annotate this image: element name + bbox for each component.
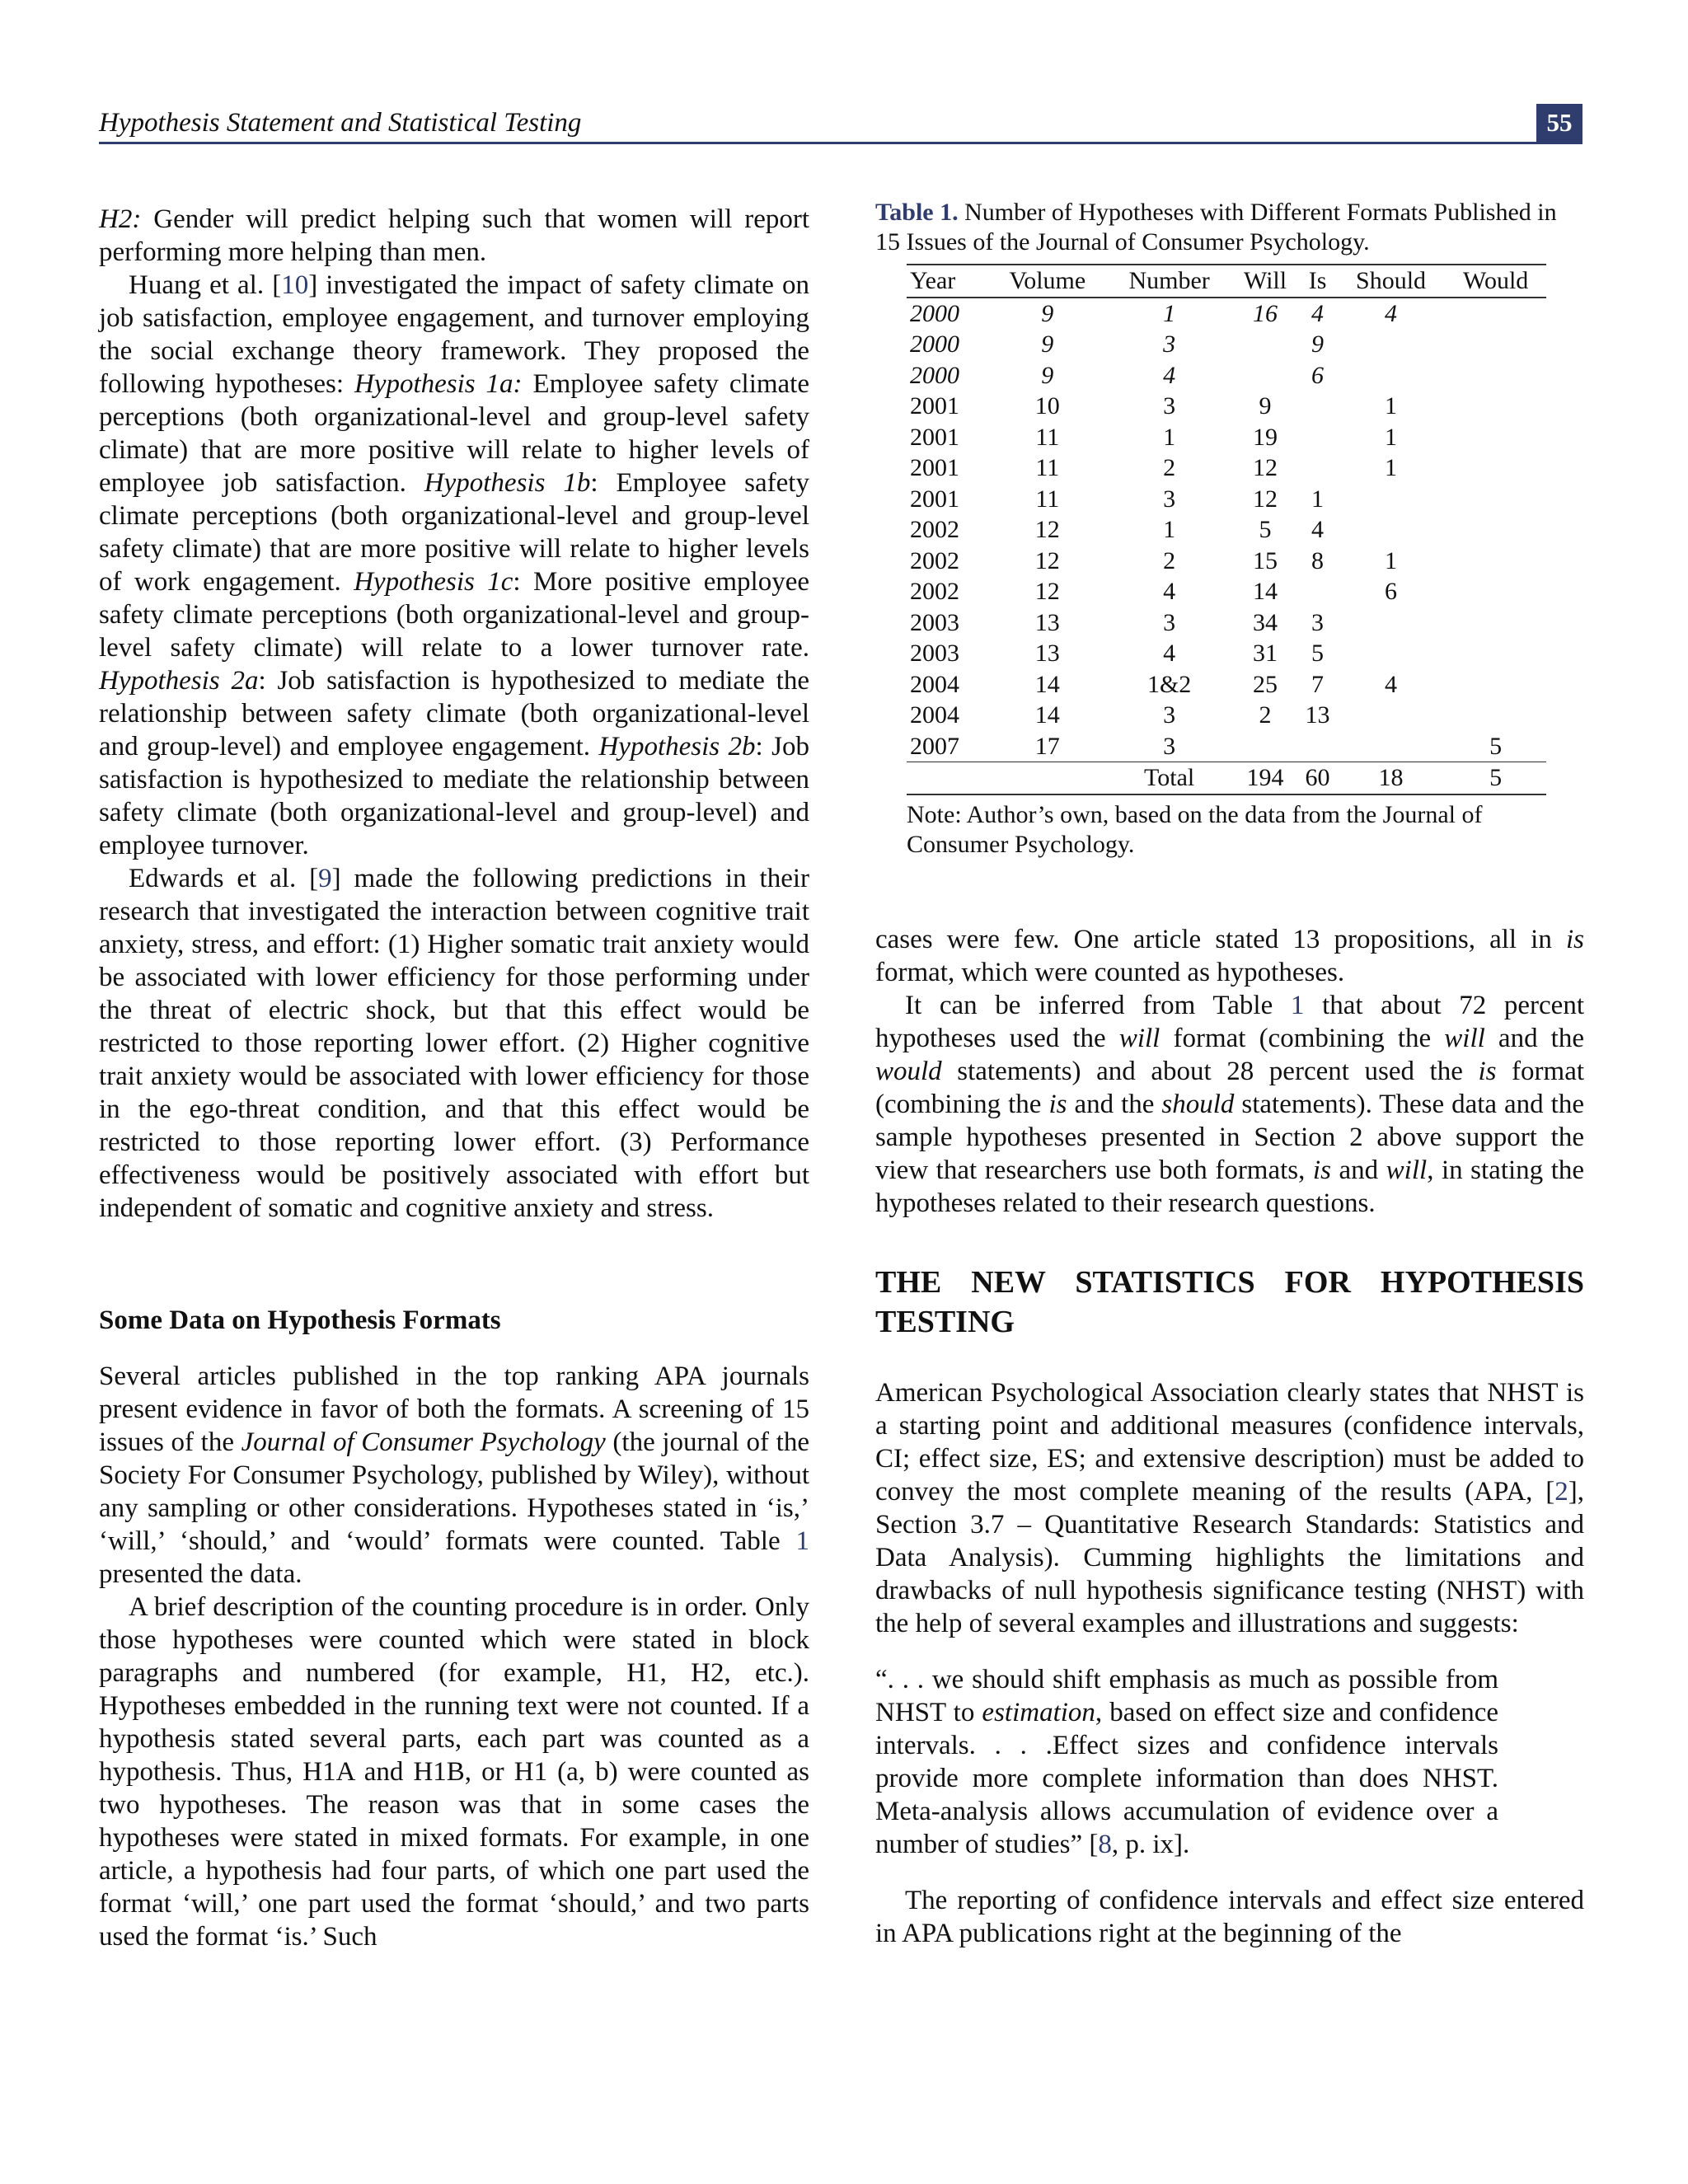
table-cell: 4 [1163,640,1176,667]
table-row [907,669,1546,701]
table-note: Note: Author’s own, based on the data from the Journal of Consumer Psychology. [907,800,1483,858]
left-column [99,203,809,1953]
table-cell: 1 [1163,423,1176,451]
table-cell: 9 [1041,299,1054,327]
table-reference-link[interactable]: 1 [1290,991,1305,1020]
table-cell [1298,576,1336,607]
table-cell [1445,576,1546,607]
paragraph-apa: American Psychological Association clearly states that NHST is a starting point and additional measures (confidence intervals, CI; effect size, ES; and extensive description) must be added to convey the most complete meaning of the results (APA, [2], Section 3.7 – Quantitative Research Standards: Statistics and Data Analysis). Cumming highlights the limitations and drawbacks of null hypothesis significance testing (NHST) with the help of several examples and illustrations and suggests: [875,1378,1584,1638]
block-quote: “. . . we should shift emphasis as much as possible from NHST to estimation, based on effect size and confidence intervals. . . .Effect sizes and confidence intervals provide more complete information than does NHST. Meta-analysis allows accumulation of evidence over a number of studies” [8, p. ix]. [875,1665,1499,1859]
table-cell [1337,514,1446,546]
table-cell: 1&2 [1146,670,1192,698]
citation-link[interactable]: 2 [1554,1477,1568,1507]
column-header: Number [1107,265,1232,298]
table-row [907,514,1546,546]
table-cell: 4 [1385,299,1398,327]
table-cell: 5 [1311,640,1325,667]
right-column [875,923,1584,1950]
table-row [907,546,1546,577]
table-label: Table 1. [875,199,959,226]
table-cell [1298,452,1336,484]
table-cell: 7 [1311,670,1325,698]
table-cell [1232,329,1299,360]
table-cell: 2001 [910,423,959,451]
table-cell: 2 [1163,546,1176,574]
table-cell: 6 [1311,361,1325,389]
table-cell: 5 [1445,762,1546,794]
table-cell [1445,514,1546,546]
table-row [907,484,1546,515]
subsection-heading: Some Data on Hypothesis Formats [99,1305,501,1335]
table-cell: 1 [1385,392,1398,419]
table-cell: 11 [1035,454,1060,481]
table-cell [1337,484,1446,515]
table-cell: 2003 [910,608,959,636]
table-cell: 17 [1034,732,1060,760]
table-cell: 2 [1163,454,1176,481]
table-cell: 1 [1385,454,1398,481]
table-reference-link[interactable]: 1 [795,1526,809,1556]
table-row [907,700,1546,731]
running-title: Hypothesis Statement and Statistical Testing [99,108,582,138]
table-cell [1232,731,1299,762]
paragraph-cases-few: cases were few. One article stated 13 propositions, all in is format, which were counted as hypotheses. [875,925,1584,987]
table-cell [1445,638,1546,669]
table-cell [1445,607,1546,639]
column-header: Volume [988,265,1107,298]
table-cell: 13 [1305,701,1330,729]
table-row [907,391,1546,422]
table-cell [1337,700,1446,731]
table-row [907,422,1546,453]
table-cell [1337,638,1446,669]
table-cell: 2000 [910,361,959,389]
table-body [907,298,1546,794]
table-cell [1298,391,1336,422]
table-cell: 34 [1253,608,1278,636]
table-cell: 9 [1041,330,1054,358]
table-row [907,298,1546,330]
table-cell: 2001 [910,392,959,419]
table-cell: 25 [1253,670,1278,698]
table-cell: 2007 [910,732,959,760]
table-cell: 2001 [910,485,959,513]
table-cell: 2000 [910,330,959,358]
table-row [907,576,1546,607]
table-cell [1337,731,1446,762]
table-cell: 9 [1041,361,1054,389]
table-cell: 3 [1163,330,1176,358]
paragraph-inference: It can be inferred from Table 1 that about 72 percent hypotheses used the will format (combining the will and the would statements) and about 28 percent used the is format (combining the is and the should statements). These data and the sample hypotheses presented in Section 2 above support the view that researchers use both formats, is and will, in stating the hypotheses related to their research questions. [875,991,1585,1218]
table-cell: 194 [1232,762,1299,794]
table-cell [1445,391,1546,422]
table-cell: 5 [1489,732,1503,760]
table-row [907,731,1546,762]
table-cell: 4 [1311,516,1325,543]
table-cell: 18 [1337,762,1446,794]
table-cell: 31 [1253,640,1278,667]
table-cell: 2001 [910,454,959,481]
page-number: 55 [1536,104,1582,142]
table-cell [1445,298,1546,330]
table-row [907,607,1546,639]
table-row [907,329,1546,360]
table-cell: 6 [1385,578,1398,605]
column-header: Would [1445,265,1546,298]
table-cell: Total [1107,762,1232,794]
table-cell: 11 [1035,423,1060,451]
table-cell [1337,607,1446,639]
table-cell: 1 [1311,485,1325,513]
table-cell: 3 [1163,608,1176,636]
table-cell: 2002 [910,546,959,574]
table-cell: 2 [1259,701,1272,729]
table-header-row [907,265,1546,298]
table-cell: 1 [1385,546,1398,574]
table-cell: 60 [1298,762,1336,794]
h2-label: H2: [99,204,142,234]
table-cell: 4 [1311,299,1325,327]
table-cell: 16 [1253,299,1278,327]
table-cell: 2003 [910,640,959,667]
table-cell [988,762,1107,794]
table-cell: 3 [1163,701,1176,729]
table-cell [1445,484,1546,515]
table-cell: 12 [1034,546,1060,574]
column-header: Is [1298,265,1336,298]
table-row [907,360,1546,391]
table-cell [1337,360,1446,391]
table-cell [1445,700,1546,731]
table-cell: 9 [1259,392,1272,419]
table-cell: 13 [1034,640,1060,667]
table-cell: 2004 [910,701,959,729]
citation-link[interactable]: 9 [318,864,332,893]
table-cell: 1 [1163,516,1176,543]
table-cell: 12 [1034,516,1060,543]
table-cell: 11 [1035,485,1060,513]
table-cell: 4 [1163,361,1176,389]
table-cell: 3 [1163,485,1176,513]
table-cell: 3 [1163,392,1176,419]
table-cell: 14 [1253,578,1278,605]
table-cell: 1 [1163,299,1176,327]
column-header: Should [1337,265,1446,298]
table-cell [1232,360,1299,391]
table-cell: 2004 [910,670,959,698]
table-cell: 19 [1253,423,1278,451]
section-heading: THE NEW STATISTICS FOR HYPOTHESIS TESTING [875,1265,1584,1339]
hypothesis-format-table [907,264,1546,795]
table-cell: 4 [1163,578,1176,605]
paragraph-edwards: Edwards et al. [9] made the following predictions in their research that investigated the interaction between cognitive trait anxiety, stress, and effort: (1) Higher somatic trait anxiety would be associated with lower efficiency for those performing under the threat of electric shock, but that this effect would be restricted to those reporting lower effort. (2) Higher cognitive trait anxiety would be associated with lower efficiency for those in the ego-threat condition, and that this effect would be restricted to those reporting lower effort. (3) Performance effectiveness would be positively associated with effort but independent of somatic and cognitive anxiety and stress. [99,864,809,1223]
table-cell: 14 [1034,670,1060,698]
table-cell: 4 [1385,670,1398,698]
paragraph-reporting: The reporting of confidence intervals and effect size entered in APA publications right at the beginning of the [875,1886,1584,1948]
table-cell: 10 [1034,392,1060,419]
citation-link[interactable]: 8 [1098,1830,1112,1859]
table-cell: 2002 [910,516,959,543]
table-cell [1445,329,1546,360]
table-cell [907,762,988,794]
table-cell: 3 [1163,732,1176,760]
table-cell [1337,329,1446,360]
table-cell: 5 [1259,516,1272,543]
table-cell: 12 [1253,485,1278,513]
paragraph-huang: Huang et al. [10] investigated the impact of safety climate on job satisfaction, employee engagement, and turnover employing the social exchange theory framework. They proposed the following hypotheses: Hypothesis 1a: Employee safety climate perceptions (both organizational-level and group-level safety climate) that are more positive will relate to higher levels of employee job satisfaction. Hypothesis 1b: Employee safety climate perceptions (both organizational-level and group-level safety climate) that are more positive will relate to higher levels of work engagement. Hypothesis 1c: More positive employee safety climate perceptions (both organizational-level and group-level safety climate) will relate to a lower turnover rate. Hypothesis 2a: Job satisfaction is hypothesized to mediate the relationship between safety climate (both organizational-level and group-level) and employee engagement. Hypothesis 2b: Job satisfaction is hypothesized to mediate the relationship between safety climate (both organizational-level and group-level) and employee turnover. [99,270,810,860]
column-header: Year [907,265,988,298]
citation-link[interactable]: 10 [281,270,309,300]
table-cell [1445,452,1546,484]
table-cell: 1 [1385,423,1398,451]
column-header: Will [1232,265,1299,298]
table-cell [1445,360,1546,391]
paragraph-data-formats: Several articles published in the top ranking APA journals present evidence in favor of both the formats. A screening of 15 issues of the Journal of Consumer Psychology (the journal of the Society For Consumer Psychology, published by Wiley), without any sampling or other considerations. Hypotheses stated in ‘is,’ ‘will,’ ‘should,’ and ‘would’ formats were counted. Table 1 presented the data. [99,1361,809,1589]
table-cell: 12 [1253,454,1278,481]
table-total-row [907,762,1546,794]
table-cell: 13 [1034,608,1060,636]
table-1 [875,198,1584,860]
running-head [99,104,1582,144]
table-cell [1298,731,1336,762]
paragraph-h2: H2: Gender will predict helping such that women will report performing more helping than men. [99,204,809,267]
table-cell: 8 [1311,546,1325,574]
table-cell: 9 [1311,330,1325,358]
table-row [907,452,1546,484]
paragraph-counting-procedure: A brief description of the counting procedure is in order. Only those hypotheses were counted which were stated in block paragraphs and numbered (for example, H1, H2, etc.). Hypotheses embedded in the running text were not counted. If a hypothesis stated several parts, each part was counted as a hypothesis. Thus, H1A and H1B, or H1 (a, b) were counted as two hypotheses. The reason was that in some cases the hypotheses were stated in mixed formats. For example, in one article, a hypothesis had four parts, of which one part used the format ‘will,’ one part used the format ‘should,’ and two parts used the format ‘is.’ Such [99,1592,809,1952]
table-caption: Table 1. Number of Hypotheses with Different Formats Published in 15 Issues of the Journal of Consumer Psychology. [875,199,1557,255]
table-cell: 12 [1034,578,1060,605]
table-cell: 15 [1253,546,1278,574]
table-cell [1445,546,1546,577]
table-row [907,638,1546,669]
table-cell [1445,669,1546,701]
table-cell: 3 [1311,608,1325,636]
table-cell [1298,422,1336,453]
table-cell: 14 [1034,701,1060,729]
table-cell: 2000 [910,299,959,327]
table-cell [1445,422,1546,453]
table-cell: 2002 [910,578,959,605]
